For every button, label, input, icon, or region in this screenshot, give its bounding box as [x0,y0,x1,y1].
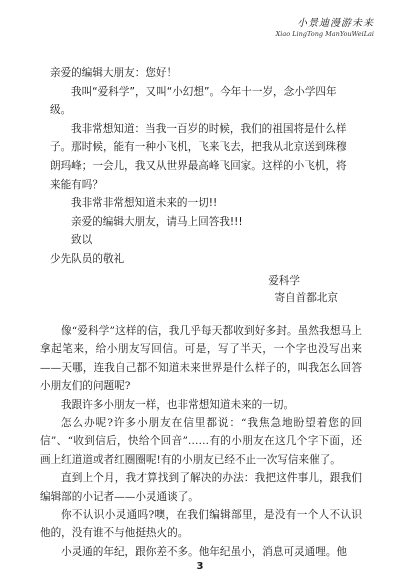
series-title: 小景迪漫游未来 [297,18,374,29]
letter-paragraph: 我叫“爱科学”，又叫“小幻想”。今年十一岁，念小学四年级。 [50,85,337,117]
letter-closing-salute: 少先队员的敬礼 [50,252,125,265]
body-paragraph: 小灵通的年纪，跟你差不多。他年纪虽小，消息可灵通哩。他 [61,545,348,558]
letter-paragraph: 我非常想知道：当我一百岁的时候，我们的祖国将是什么样子。那时候，能有一种小飞机，飞来飞去，把我从北京送到珠穆朗玛峰；一会儿，我又从世界最高峰飞回家。这样的小飞机，将来能有吗？ [50,122,347,191]
body-paragraph: 直到上个月，我才算找到了解决的办法：我把这件事儿，跟我们编辑部的小记者——小灵通谈了。 [40,472,362,503]
page-number: 3 [196,561,204,572]
letter-paragraph: 我非常非常想知道未来的一切!! [71,197,218,210]
body-paragraph: 像“爱科学”这样的信，我几乎每天都收到好多封。虽然我想马上拿起笔来，给小朋友写回信。可是，写了半天，一个字也没写出来——天哪，连我自己都不知道未来世界是什么样子的，叫我怎么回答小朋友们的问题呢? [40,325,362,393]
letter-greeting: 亲爱的编辑大朋友：您好！ [50,67,178,79]
letter-paragraph: 亲爱的编辑大朋友，请马上回答我!!! [71,215,243,228]
letter-signature-place: 寄自首都北京 [274,291,338,304]
letter-signature-name: 爱科学 [268,274,300,287]
letter-block [50,64,350,307]
body-paragraph: 你不认识小灵通吗?噢，在我们编辑部里，是没有一个人不认识他的，没有谁不与他挺热火的。 [40,509,362,540]
series-pinyin: Xiao LingTong ManYouWeiLai [275,30,374,38]
letter-closing: 致以 [71,234,93,247]
body-text [40,322,362,561]
running-header [276,14,374,38]
body-paragraph: 怎么办呢?许多小朋友在信里都说：“我焦急地盼望着您的回信”、“收到信后，快给个回音”……有的小朋友在这几个字下面，还画上红道道或者红圈圈呢!有的小朋友已经不止一次写信来催了。 [40,417,362,466]
body-paragraph: 我跟许多小朋友一样，也非常想知道未来的一切。 [61,398,295,411]
